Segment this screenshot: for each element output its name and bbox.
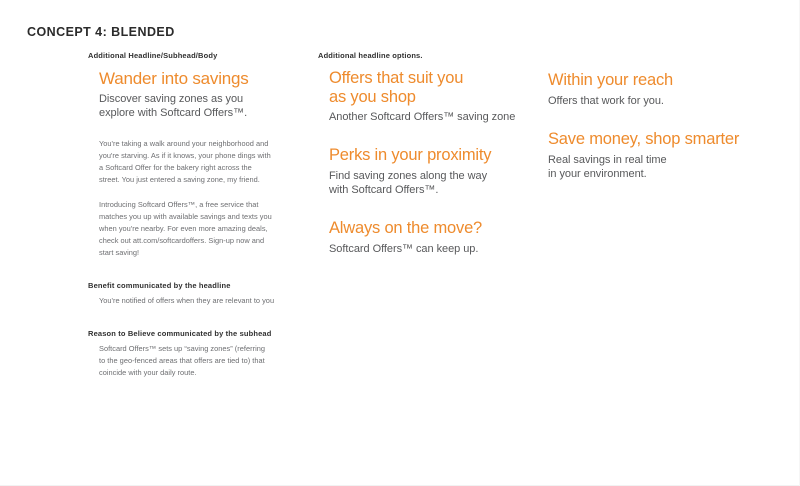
subhead-line: Another Softcard Offers™ saving zone bbox=[329, 111, 516, 124]
subhead-line: Find saving zones along the way bbox=[329, 170, 488, 183]
spacer bbox=[88, 307, 294, 329]
option-headline bbox=[329, 146, 533, 165]
spacer bbox=[329, 124, 533, 146]
option-headline bbox=[548, 71, 770, 90]
subhead-line: Real savings in real time bbox=[548, 153, 667, 166]
spacer bbox=[329, 197, 533, 219]
right-headline-options bbox=[548, 71, 770, 181]
option-subhead bbox=[329, 110, 533, 124]
body-line: You're notified of offers when they are relevant to you bbox=[99, 295, 275, 305]
page-title: CONCEPT 4: BLENDED bbox=[27, 25, 175, 39]
headline-option bbox=[548, 71, 770, 108]
middle-section-label: Additional headline options. bbox=[318, 51, 423, 60]
option-subhead bbox=[329, 242, 533, 256]
body-line: you're starving. As if it knows, your phone dings with bbox=[99, 151, 271, 161]
headline-option bbox=[329, 69, 533, 125]
body-line: start saving! bbox=[99, 248, 140, 258]
left-benefit-block bbox=[88, 281, 294, 307]
left-section-label: Additional Headline/Subhead/Body bbox=[88, 51, 218, 60]
option-headline bbox=[548, 130, 770, 149]
body-line: coincide with your daily route. bbox=[99, 367, 197, 377]
headline-line: Perks in your proximity bbox=[329, 146, 492, 165]
middle-headline-options bbox=[329, 69, 533, 257]
spacer bbox=[99, 186, 294, 199]
body-line: Softcard Offers™ sets up “saving zones” (referring bbox=[99, 343, 265, 353]
spacer bbox=[88, 61, 294, 69]
left-subhead-line: Discover saving zones as you bbox=[99, 93, 244, 106]
benefit-label: Benefit communicated by the headline bbox=[88, 281, 231, 291]
column-left bbox=[88, 51, 294, 379]
spacer bbox=[99, 120, 294, 138]
subhead-line: with Softcard Offers™. bbox=[329, 184, 439, 197]
body-line: Introducing Softcard Offers™, a free service that bbox=[99, 200, 259, 210]
left-subhead bbox=[99, 92, 294, 120]
spacer bbox=[88, 259, 294, 281]
subhead-line: Offers that work for you. bbox=[548, 94, 664, 107]
headline-line: Always on the move? bbox=[329, 219, 483, 238]
body-line: a Softcard Offer for the bakery right across the bbox=[99, 163, 252, 173]
body-line: matches you up with available savings and texts you bbox=[99, 212, 272, 222]
subhead-line: in your environment. bbox=[548, 167, 647, 180]
headline-line: as you shop bbox=[329, 87, 416, 106]
subhead-line: Softcard Offers™ can keep up. bbox=[329, 243, 479, 256]
body-line: to the geo-fenced areas that offers are tied to) that bbox=[99, 355, 265, 365]
spacer bbox=[548, 51, 770, 71]
option-headline bbox=[329, 69, 533, 107]
left-subhead-line: explore with Softcard Offers™. bbox=[99, 107, 248, 120]
headline-option bbox=[548, 130, 770, 181]
benefit-body bbox=[99, 295, 294, 307]
left-primary-message bbox=[99, 69, 294, 259]
left-body-paragraph bbox=[99, 138, 294, 186]
headline-line: Save money, shop smarter bbox=[548, 129, 740, 148]
option-headline bbox=[329, 219, 533, 238]
headline-option bbox=[329, 219, 533, 256]
column-right bbox=[548, 51, 770, 181]
headline-option bbox=[329, 146, 533, 197]
spacer bbox=[548, 108, 770, 130]
left-body-paragraph bbox=[99, 199, 294, 259]
headline-line: Offers that suit you bbox=[329, 68, 464, 87]
body-line: You're taking a walk around your neighborhood and bbox=[99, 139, 269, 149]
left-rtb-block bbox=[88, 329, 294, 379]
body-line: check out att.com/softcardoffers. Sign-up now and bbox=[99, 236, 265, 246]
option-subhead bbox=[548, 153, 770, 181]
body-line: street. You just entered a saving zone, my friend. bbox=[99, 175, 260, 185]
spacer bbox=[318, 61, 533, 69]
body-line: when you're nearby. For even more amazing deals, bbox=[99, 224, 268, 234]
option-subhead bbox=[548, 94, 770, 108]
headline-line: Within your reach bbox=[548, 71, 673, 89]
reason-to-believe-label: Reason to Believe communicated by the subhead bbox=[88, 328, 272, 338]
left-headline: Wander into savings bbox=[99, 68, 249, 88]
option-subhead bbox=[329, 169, 533, 197]
reason-to-believe-body bbox=[99, 343, 294, 379]
column-middle bbox=[318, 51, 533, 256]
